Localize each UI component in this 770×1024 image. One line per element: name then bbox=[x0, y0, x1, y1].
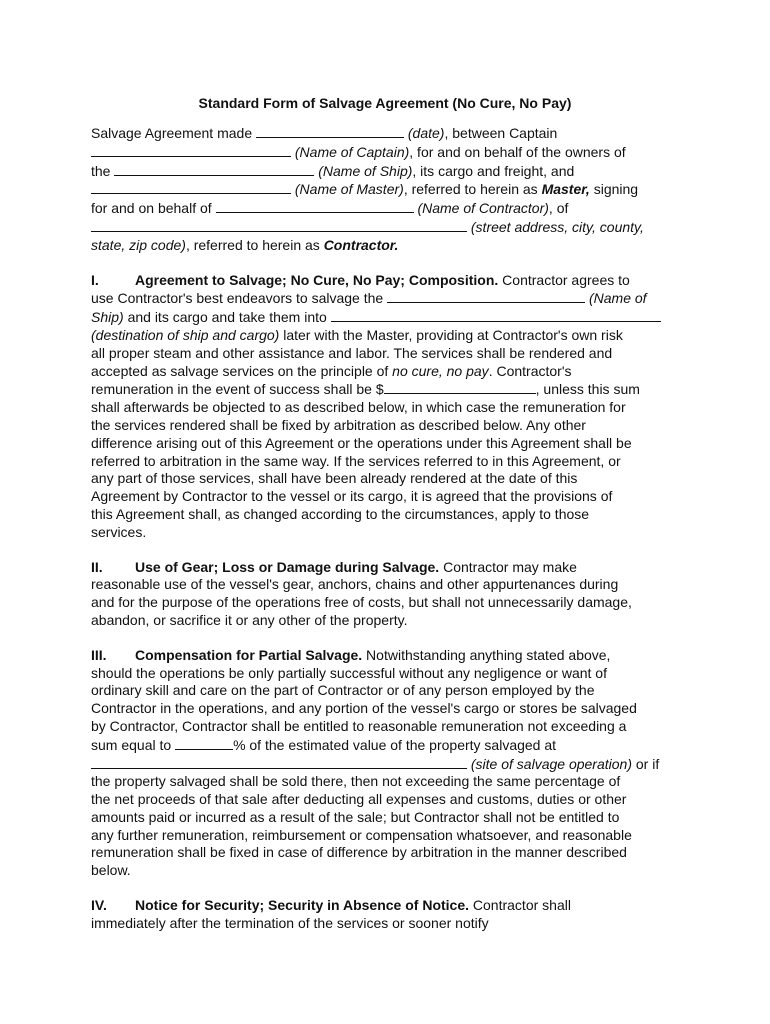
section-2 bbox=[91, 559, 686, 630]
section-text: by Contractor, Contractor shall be entitled to reasonable remuneration not exceeding a bbox=[91, 717, 627, 734]
site-label: (site of salvage operation) bbox=[470, 755, 632, 772]
section-text: Contractor shall bbox=[469, 897, 571, 914]
section-text: , unless this sum bbox=[535, 381, 640, 398]
section-text: difference arising out of this Agreement or the operations under this Agreement shall be bbox=[91, 434, 632, 451]
intro-text: signing bbox=[589, 181, 639, 198]
section-text: all proper steam and other assistance and labor. The services shall be rendered and bbox=[91, 344, 613, 361]
section-number: II. bbox=[91, 558, 103, 575]
intro-text: for and on behalf of bbox=[91, 200, 212, 217]
no-cure-term: no cure, no pay bbox=[392, 362, 489, 379]
section-text: later with the Master, providing at Contractor's own risk bbox=[279, 326, 623, 343]
intro-text: , referred to herein as bbox=[185, 236, 320, 253]
intro-text: , of bbox=[548, 200, 569, 217]
section-heading: Notice for Security; Security in Absence of Notice. bbox=[135, 897, 470, 914]
master-blank[interactable] bbox=[91, 180, 291, 194]
section-text: and its cargo and take them into bbox=[123, 309, 327, 326]
ship-blank[interactable] bbox=[387, 289, 585, 303]
section-text: accepted as salvage services on the principle of bbox=[91, 362, 389, 379]
section-text: any further remuneration, reimbursement or compensation whatsoever, and reasonable bbox=[91, 826, 632, 843]
intro-text: Salvage Agreement made bbox=[91, 125, 253, 141]
address-label: (street address, city, county, bbox=[470, 218, 644, 235]
section-3 bbox=[91, 647, 686, 880]
destination-label: (destination of ship and cargo) bbox=[91, 326, 280, 343]
section-text: the net proceeds of that sale after deducting all expenses and customs, duties or other bbox=[91, 791, 627, 808]
section-number: IV. bbox=[91, 897, 107, 914]
section-text: % of the estimated value of the property salvaged at bbox=[233, 736, 557, 753]
section-text: Agreement by Contractor to the vessel or its cargo, it is agreed that the provisions of bbox=[91, 488, 613, 505]
section-heading: Agreement to Salvage; No Cure, No Pay; Composition. bbox=[135, 271, 499, 288]
destination-blank[interactable] bbox=[331, 308, 661, 322]
contractor-label: (Name of Contractor) bbox=[417, 200, 549, 217]
section-text: any part of those services, shall have been already rendered at the date of this bbox=[91, 470, 578, 487]
section-text: abandon, or sacrifice it or any other of the property. bbox=[91, 611, 408, 628]
address-label: state, zip code) bbox=[91, 236, 186, 253]
ship-label: (Name of bbox=[588, 290, 647, 307]
section-text: this Agreement shall, as changed according to the circumstances, apply to those bbox=[91, 505, 590, 522]
site-blank[interactable] bbox=[91, 755, 467, 769]
section-text: reasonable use of the vessel's gear, anchors, chains and other appurtenances during bbox=[91, 576, 619, 593]
intro-text: , for and on behalf of the owners of bbox=[409, 143, 626, 160]
intro-text: , its cargo and freight, and bbox=[412, 162, 575, 179]
section-heading: Compensation for Partial Salvage. bbox=[135, 646, 363, 663]
section-4 bbox=[91, 897, 686, 933]
section-text: use Contractor's best endeavors to salvage the bbox=[91, 290, 384, 307]
section-text: Contractor agrees to bbox=[498, 271, 630, 288]
section-number: I. bbox=[91, 271, 99, 288]
section-text: services. bbox=[91, 523, 147, 540]
address-blank[interactable] bbox=[91, 218, 467, 232]
date-blank[interactable] bbox=[256, 124, 404, 138]
section-text: amounts paid or incurred as a result of the sale; but Contractor shall not be entitled to bbox=[91, 808, 620, 825]
section-text: Notwithstanding anything stated above, bbox=[362, 646, 611, 663]
document-body bbox=[91, 124, 686, 950]
section-heading: Use of Gear; Loss or Damage during Salvage. bbox=[135, 558, 440, 575]
section-text: and for the purpose of the operations free of costs, but shall not unnecessarily damage, bbox=[91, 594, 632, 611]
document-title: Standard Form of Salvage Agreement (No Cure, No Pay) bbox=[198, 95, 572, 111]
intro-paragraph bbox=[91, 124, 686, 255]
intro-text: , referred to herein as bbox=[403, 181, 538, 198]
section-text: Contractor in the operations, and any portion of the vessel's cargo or stores be salvaged bbox=[91, 700, 637, 717]
ship-blank[interactable] bbox=[114, 162, 314, 176]
section-text: the property salvaged shall be sold there, then not exceeding the same percentage of bbox=[91, 773, 621, 790]
section-text: Contractor may make bbox=[439, 558, 577, 575]
section-text: ordinary skill and care on the part of Contractor or of any person employed by the bbox=[91, 682, 595, 699]
section-text: or if bbox=[631, 755, 660, 772]
section-text: remuneration in the event of success shall be $ bbox=[91, 381, 384, 398]
section-text: immediately after the termination of the services or sooner notify bbox=[91, 914, 489, 931]
percent-blank[interactable] bbox=[175, 736, 233, 750]
captain-blank[interactable] bbox=[91, 143, 291, 157]
section-1 bbox=[91, 272, 686, 542]
remuneration-blank[interactable] bbox=[384, 380, 536, 394]
section-text: sum equal to bbox=[91, 736, 172, 753]
contractor-term: Contractor. bbox=[323, 236, 399, 253]
section-text: remuneration shall be fixed in case of difference by arbitration in the manner described bbox=[91, 844, 627, 861]
ship-label: (Name of Ship) bbox=[318, 162, 413, 179]
ship-label: Ship) bbox=[91, 309, 124, 326]
section-text: below. bbox=[91, 862, 131, 879]
section-text: the services rendered shall be fixed by arbitration as described below. Any other bbox=[91, 416, 586, 433]
section-text: shall afterwards be objected to as described below, in which case the remuneration for bbox=[91, 399, 626, 416]
captain-label: (Name of Captain) bbox=[294, 143, 410, 160]
section-text: referred to arbitration in the same way. If the services referred to in this Agreement, or bbox=[91, 452, 621, 469]
master-label: (Name of Master) bbox=[294, 181, 404, 198]
contractor-blank[interactable] bbox=[216, 199, 414, 213]
section-text: . Contractor's bbox=[488, 362, 572, 379]
section-number: III. bbox=[91, 646, 107, 663]
intro-text: the bbox=[91, 162, 111, 179]
section-text: should the operations be only partially successful without any negligence or want of bbox=[91, 664, 607, 681]
date-label: (date) bbox=[407, 125, 445, 141]
intro-text: , between Captain bbox=[444, 125, 558, 141]
master-term: Master, bbox=[541, 181, 590, 198]
